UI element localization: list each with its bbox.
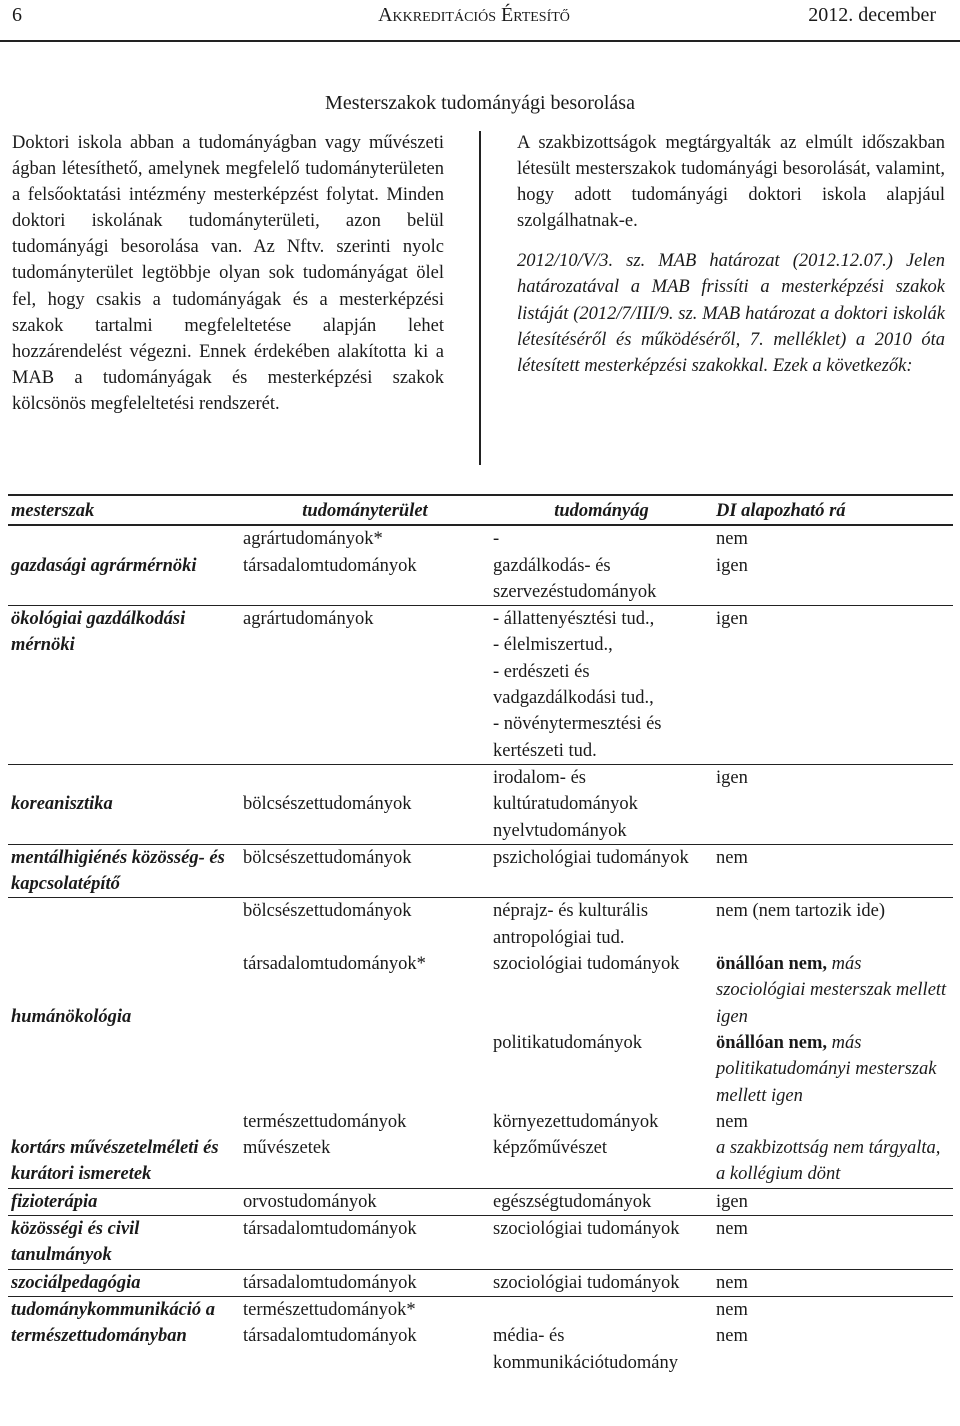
header-tudomanyterulet: tudományterület — [240, 495, 490, 525]
right-column — [517, 130, 945, 379]
area-cell: társadalomtudományok — [243, 1326, 417, 1347]
table-row — [8, 525, 953, 552]
right-column-italic-text: 2012/10/V/3. sz. MAB határozat (2012.12.07.) Jelen határozatával a MAB frissíti a mesterképzési szakok listáját (2012/7/III/9. sz. MAB határozat a doktori iskolák létesítéséről és működéséről, 7. melléklet) a 2010 óta létesített mesterképzési szakokkal. Ezek a következők: — [517, 251, 945, 376]
branch-cell: szociológiai tudományok — [493, 954, 680, 975]
table-row — [8, 1269, 953, 1296]
branch-cell: pszichológiai tudományok — [490, 844, 713, 898]
header-tudomanyag: tudományág — [490, 495, 713, 525]
branch-item: - állattenyésztési tud., — [493, 609, 655, 630]
area-cell: művészetek — [243, 1138, 331, 1159]
di-italic: más szociológiai mesterszak mellett igen — [716, 954, 947, 1027]
di-cell: igen — [716, 555, 748, 576]
mesterszak-cell: fizioterápia — [8, 1188, 240, 1215]
di-cell: a szakbizottság nem tárgyalta, a kollégium dönt — [716, 1138, 941, 1185]
area-cell: bölcsészettudományok — [240, 844, 490, 898]
mesterszak-cell: koreanisztika — [8, 764, 240, 844]
di-bold: önállóan nem, — [716, 1032, 828, 1053]
area-cell: társadalomtudományok — [243, 555, 417, 576]
table-row — [8, 764, 953, 844]
right-column-text: A szakbizottságok megtárgyalták az elmúlt időszakban létesült mesterszakok tudományági besorolását, valamint, hogy adott tudományági doktori iskola alapjául szolgálhatnak-e. — [517, 133, 945, 232]
header-rule — [0, 40, 960, 42]
di-cell — [713, 951, 953, 1030]
branch-cell: szociológiai tudományok — [490, 1269, 713, 1296]
branch-cell — [490, 764, 713, 844]
table-row — [8, 1216, 953, 1270]
area-cell: társadalomtudományok — [240, 1216, 490, 1270]
mesterszak-cell: közösségi és civil tanulmányok — [8, 1216, 240, 1270]
area-cell: agrártudományok* — [240, 525, 490, 552]
di-cell: igen — [713, 606, 953, 765]
di-cell: nem (nem tartozik ide) — [713, 898, 953, 951]
branch-item: nyelvtudományok — [493, 820, 627, 841]
di-cell: nem — [713, 1296, 953, 1323]
branch-item: - erdészeti és vadgazdálkodási tud., — [493, 661, 654, 709]
branch-cell: politikatudományok — [493, 1032, 643, 1053]
branch-item: - élelmiszertud., — [493, 635, 613, 656]
column-divider — [479, 131, 481, 465]
table-header-row — [8, 495, 953, 525]
branch-item: irodalom- és kultúratudományok — [493, 767, 638, 815]
mesterszak-cell: gazdasági agrármérnöki — [8, 525, 240, 605]
area-cell: társadalomtudományok* — [243, 954, 426, 975]
branch-cell: - — [490, 525, 713, 552]
table-row — [8, 898, 953, 951]
area-cell: agrártudományok — [240, 606, 490, 765]
di-cell: nem — [713, 1269, 953, 1296]
table-row — [8, 606, 953, 765]
branch-cell: néprajz- és kulturális antropológiai tud. — [490, 898, 713, 951]
branch-cell — [490, 606, 713, 765]
branch-cell: gazdálkodás- és szervezéstudományok — [493, 555, 657, 602]
di-cell: igen — [713, 1188, 953, 1215]
table-row — [8, 1296, 953, 1323]
area-cell: orvostudományok — [240, 1188, 490, 1215]
branch-item: - növénytermesztési és kertészeti tud. — [493, 714, 662, 761]
area-cell: természettudományok — [243, 1111, 407, 1132]
page-number: 6 — [12, 4, 22, 26]
di-cell: nem — [713, 525, 953, 552]
di-cell: nem — [713, 844, 953, 898]
table-row — [8, 1188, 953, 1215]
area-cell: társadalomtudományok — [240, 1269, 490, 1296]
di-cell: igen — [713, 764, 953, 844]
branch-cell: média- és kommunikációtudomány — [493, 1326, 678, 1373]
journal-title: Akkreditációs Értesítő — [378, 4, 570, 26]
di-cell — [713, 1030, 953, 1109]
mesterszak-cell: szociálpedagógia — [8, 1269, 240, 1296]
di-cell: nem — [713, 1216, 953, 1270]
section-title: Mesterszakok tudományági besorolása — [325, 92, 635, 114]
mesterszak-cell: tudománykommunikáció a természettudományban — [8, 1296, 240, 1375]
mesterszak-cell: ökológiai gazdálkodási mérnöki — [8, 606, 240, 765]
mesterszak-cell: mentálhigiénés közösség- és kapcsolatépítő — [8, 844, 240, 898]
di-cell: nem — [716, 1111, 748, 1132]
left-column-text: Doktori iskola abban a tudományágban vagy művészeti ágban létesíthető, amelynek megfelelő tudományterületen a felsőoktatási intézmény mesterképzést folytat. Minden doktori iskolának tudományterületi, azon belül tudományági besorolása van. Az Nftv. szerinti nyolc tudományterület legtöbbje olyan sok tudományágat ölel fel, hogy csakis a tudományágak és a mesterképzési szakok tartalmi megfeleltetése alapján lehet hozzárendelést végezni. Ennek érdekében alakította ki a MAB a tudományágak és mesterképzési szakok kölcsönös megfeleltetési rendszerét. — [12, 133, 444, 414]
branch-cell: környezettudományok — [493, 1111, 659, 1132]
branch-cell: szociológiai tudományok — [490, 1216, 713, 1270]
table-row — [8, 844, 953, 898]
di-bold: önállóan nem, — [716, 954, 828, 975]
table-row — [8, 1135, 953, 1188]
header-di: DI alapozható rá — [713, 495, 953, 525]
mesterszak-cell: kortárs művészetelméleti és kurátori ismeretek — [11, 1138, 219, 1185]
di-cell: nem — [716, 1326, 748, 1347]
area-cell: bölcsészettudományok — [240, 764, 490, 844]
mesterszak-cell: humánökológia — [8, 898, 240, 1135]
area-cell: bölcsészettudományok — [240, 898, 490, 951]
branch-cell: képzőművészet — [493, 1138, 608, 1159]
di-italic: más politikatudományi mesterszak mellett igen — [716, 1032, 937, 1106]
page-header — [12, 4, 936, 34]
header-mesterszak: mesterszak — [8, 495, 240, 525]
classification-table — [8, 494, 953, 1376]
area-cell: természettudományok* — [240, 1296, 490, 1323]
branch-cell: egészségtudományok — [490, 1188, 713, 1215]
issue-date: 2012. december — [808, 4, 936, 26]
branch-cell — [490, 1296, 713, 1323]
